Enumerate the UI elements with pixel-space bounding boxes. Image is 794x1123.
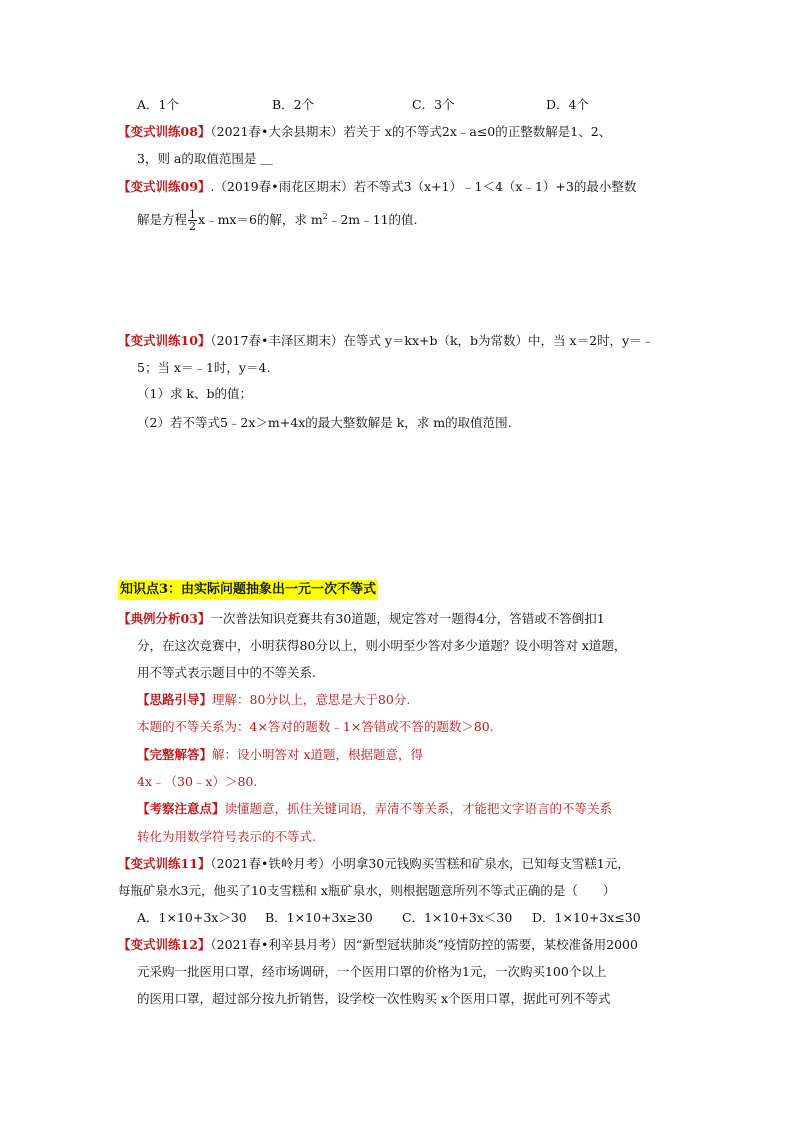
option-b: B．2个 bbox=[272, 97, 315, 112]
variant-08-line1: 【变式训练08】（2021春•大余县期末）若关于 x的不等式2x﹣a≤0的正整数解是1、2、 bbox=[118, 124, 612, 139]
option-d: D．4个 bbox=[546, 97, 589, 112]
variant-11-tag: 【变式训练11】 bbox=[118, 856, 211, 871]
hint-relation: 本题的不等关系为：4×答对的题数﹣1×答错或不答的题数＞80. bbox=[137, 719, 494, 734]
option-a: A．1个 bbox=[137, 97, 179, 112]
variant-08-line2: 3，则 a的取值范围是 ＿ bbox=[137, 151, 273, 166]
example-03-tag: 【典例分析03】 bbox=[118, 611, 211, 626]
variant-10-tag: 【变式训练10】 bbox=[118, 333, 211, 348]
variant-09-line2: 解是方程 $\frac{1}{2}$ x﹣mx＝6的解，求 $m^2﹣2m﹣11$的值. bbox=[137, 208, 418, 233]
fraction-half: $\frac{1}{2}$ bbox=[189, 208, 197, 233]
variant-09-line1: 【变式训练09】.（2019春•雨花区期末）若不等式3（x+1）﹣1＜4（x﹣1）+3的最小整数 bbox=[118, 179, 637, 194]
variant-09-tag: 【变式训练09】 bbox=[118, 179, 211, 194]
variant-08-tag: 【变式训练08】 bbox=[118, 124, 211, 139]
example-03-line1: 【典例分析03】一次普法知识竞赛共有30道题，规定答对一题得4分，答错或不答倒扣1 bbox=[118, 611, 605, 626]
variant-12-tag: 【变式训练12】 bbox=[118, 937, 211, 952]
variant-12-line2: 元采购一批医用口罩，经市场调研，一个医用口罩的价格为1元，一次购买100个以上 bbox=[137, 964, 607, 979]
option-c: C．3个 bbox=[412, 97, 455, 112]
variant-10-line4: （2）若不等式5﹣2x＞m+4x的最大整数解是 k，求 m的取值范围. bbox=[137, 415, 512, 430]
example-03-line2: 分，在这次竞赛中，小明获得80分以上，则小明至少答对多少道题？设小明答对 x道题， bbox=[137, 638, 627, 653]
variant-12-line3: 的医用口罩，超过部分按九折销售，设学校一次性购买 x个医用口罩，据此可列不等式 bbox=[137, 991, 611, 1006]
hint-tag: 【思路引导】 bbox=[137, 692, 213, 707]
note-line2: 转化为用数学符号表示的不等式. bbox=[137, 829, 316, 844]
answer-tag: 【完整解答】 bbox=[137, 747, 213, 762]
variant-10-line3: （1）求 k、b的值； bbox=[137, 386, 253, 401]
variant-12-line1: 【变式训练12】（2021春•利辛县月考）因“新型冠状肺炎”疫情防控的需要，某校准备用2000 bbox=[118, 937, 638, 952]
variant-11-line2: 每瓶矿泉水3元，他买了10支雪糕和 x瓶矿泉水，则根据题意所列不等式正确的是（ ） bbox=[118, 883, 616, 898]
variant-11-option-c: C．1×10+3x＜30 bbox=[402, 910, 513, 925]
note-tag: 【考察注意点】 bbox=[137, 801, 225, 816]
variant-11-option-d: D．1×10+3x≤30 bbox=[532, 910, 641, 925]
variant-11-option-b: B．1×10+3x≥30 bbox=[265, 910, 373, 925]
hint-line: 【思路引导】理解：80分以上，意思是大于80分. bbox=[137, 692, 411, 707]
variant-11-option-a: A．1×10+3x＞30 bbox=[137, 910, 247, 925]
note-line1: 【考察注意点】读懂题意，抓住关键词语，弄清不等关系，才能把文字语言的不等关系 bbox=[137, 801, 613, 816]
example-03-line3: 用不等式表示题目中的不等关系. bbox=[137, 665, 316, 680]
knowledge-point-heading: 知识点3：由实际问题抽象出一元一次不等式 bbox=[118, 580, 378, 600]
variant-11-line1: 【变式训练11】（2021春•铁岭月考）小明拿30元钱购买雪糕和矿泉水，已知每支雪糕1元， bbox=[118, 856, 630, 871]
variant-10-line1: 【变式训练10】（2017春•丰泽区期末）在等式 y＝kx+b（k，b为常数）中，当 x＝2时，y＝﹣ bbox=[118, 333, 655, 348]
variant-10-line2: 5；当 x＝﹣1时，y＝4. bbox=[137, 360, 271, 375]
answer-line: 【完整解答】解：设小明答对 x道题，根据题意，得 bbox=[137, 747, 424, 762]
answer-formula: 4x﹣（30﹣x）＞80. bbox=[137, 774, 258, 789]
